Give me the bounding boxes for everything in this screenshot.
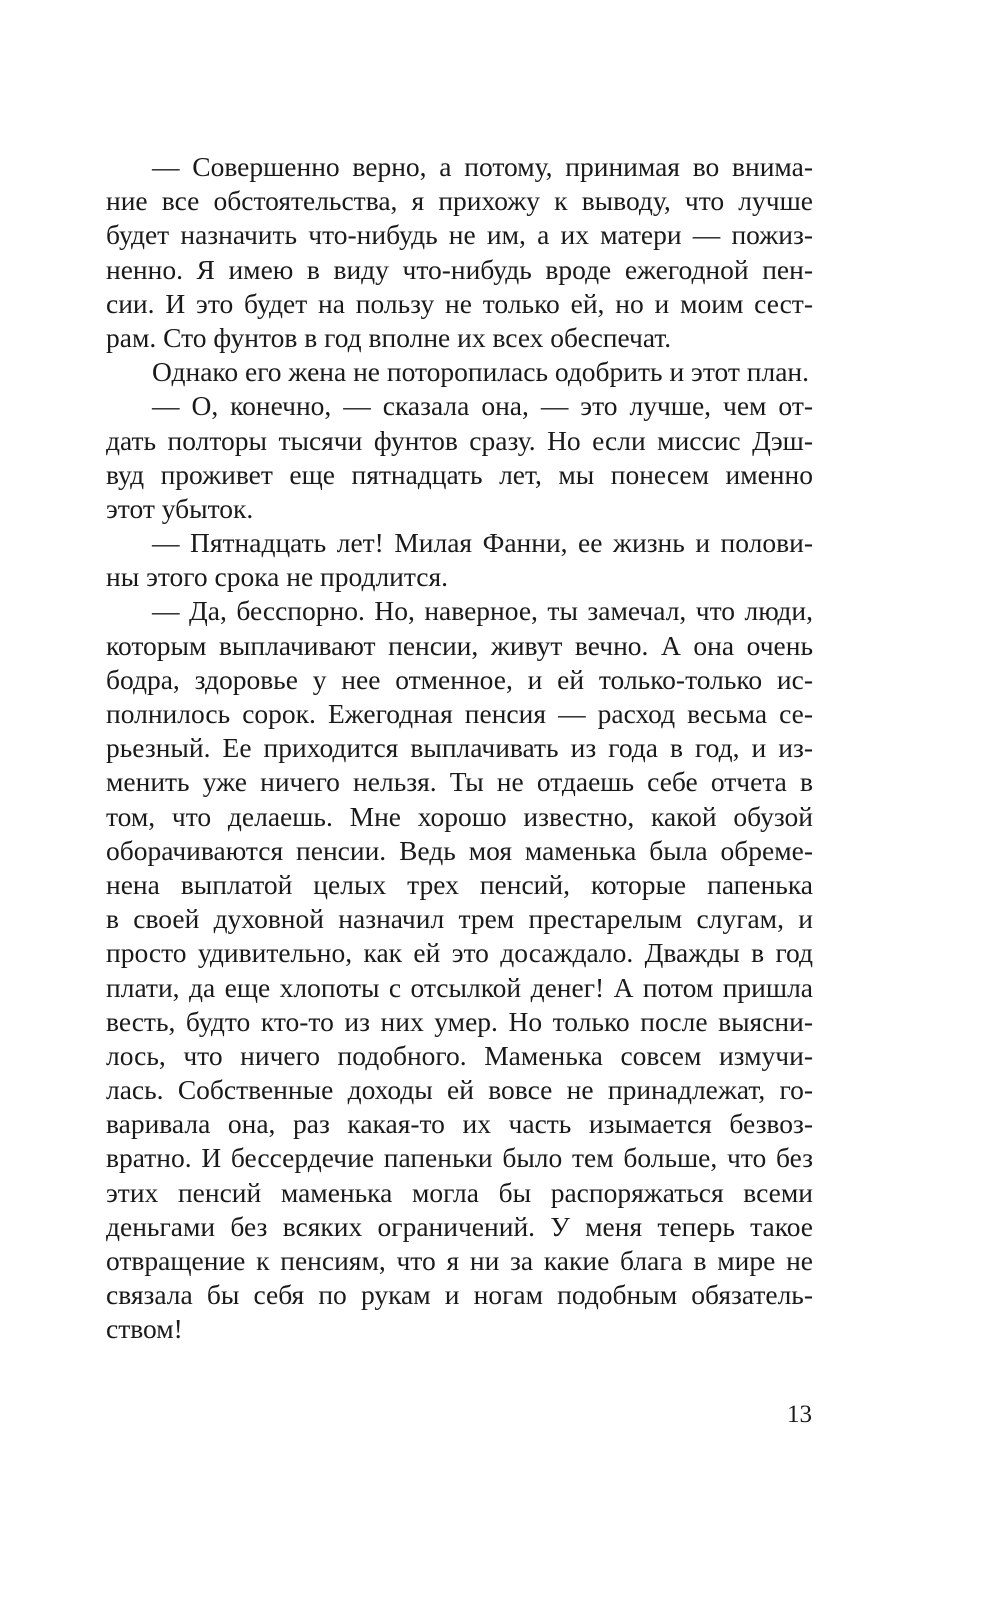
text-line: деньгами без всяких ограничений. У меня теперь такое (106, 1210, 813, 1242)
text-line: плати, да еще хлопоты с отсылкой денег! А потом пришла (106, 971, 813, 1003)
text-line: будет назначить что-нибудь не им, а их матери — пожиз- (106, 219, 813, 251)
paragraph (106, 594, 813, 1346)
text-line: ние все обстоятельства, я прихожу к выводу, что лучше (106, 185, 813, 217)
text-line: — Совершенно верно, а потому, принимая во внима- (152, 151, 813, 182)
text-line: дать полторы тысячи фунтов сразу. Но если миссис Дэш- (106, 424, 813, 456)
text-line: рам. Сто фунтов в год вполне их всех обеспечат. (106, 321, 672, 353)
text-line: вуд проживет еще пятнадцать лет, мы понесем именно (106, 458, 813, 490)
text-line: Однако его жена не поторопилась одобрить и этот план. (152, 356, 810, 388)
text-line: — Да, бесспорно. Но, наверное, ты замечал, что люди, (152, 595, 813, 627)
text-line: в своей духовной назначил трем престарелым слугам, и (106, 903, 813, 935)
text-line: лась. Собственные доходы ей вовсе не принадлежат, го- (106, 1074, 813, 1106)
text-line: сии. И это будет на пользу не только ей, но и моим сест- (106, 287, 813, 319)
text-line: весть, будто кто-то из них умер. Но только после выясни- (106, 1005, 813, 1037)
text-line: лось, что ничего подобного. Маменька совсем измучи- (106, 1039, 813, 1071)
text-line: ненно. Я имею в виду что-нибудь вроде ежегодной пен- (106, 253, 813, 285)
text-line: этот убыток. (106, 492, 254, 524)
text-line: отвращение к пенсиям, что я ни за какие блага в мире не (106, 1245, 813, 1276)
paragraph (106, 526, 813, 594)
text-line: варивала она, раз какая-то их часть изымается безвоз- (106, 1108, 813, 1140)
text-line: — Пятнадцать лет! Милая Фанни, ее жизнь и полови- (152, 527, 813, 559)
text-line: менить уже ничего нельзя. Ты не отдаешь себе отчета в (106, 766, 813, 798)
page-number: 13 (787, 1401, 812, 1428)
body-text (106, 150, 813, 1347)
text-line: которым выплачивают пенсии, живут вечно. А она очень (106, 629, 813, 661)
text-line: том, что делаешь. Мне хорошо известно, какой обузой (106, 800, 813, 832)
paragraph (106, 355, 813, 389)
text-line: ством! (106, 1313, 183, 1345)
text-line: связала бы себя по рукам и ногам подобным обязатель- (106, 1279, 813, 1311)
text-line: этих пенсий маменька могла бы распоряжаться всеми (106, 1176, 813, 1208)
text-line: нена выплатой целых трех пенсий, которые папенька (106, 868, 813, 900)
text-line: полнилось сорок. Ежегодная пенсия — расход весьма се- (106, 698, 813, 729)
paragraph (106, 150, 813, 355)
text-line: рьезный. Ее приходится выплачивать из года в год, и из- (106, 732, 813, 764)
paragraph (106, 389, 813, 526)
text-line: просто удивительно, как ей это досаждало. Дважды в год (106, 937, 813, 969)
text-line: оборачиваются пенсии. Ведь моя маменька была обреме- (106, 834, 813, 866)
text-line: ны этого срока не продлится. (106, 561, 448, 593)
text-line: — О, конечно, — сказала она, — это лучше, чем от- (152, 390, 813, 422)
text-line: бодра, здоровье у нее отменное, и ей только-только ис- (106, 663, 813, 695)
text-line: вратно. И бессердечие папеньки было тем больше, что без (106, 1142, 813, 1174)
